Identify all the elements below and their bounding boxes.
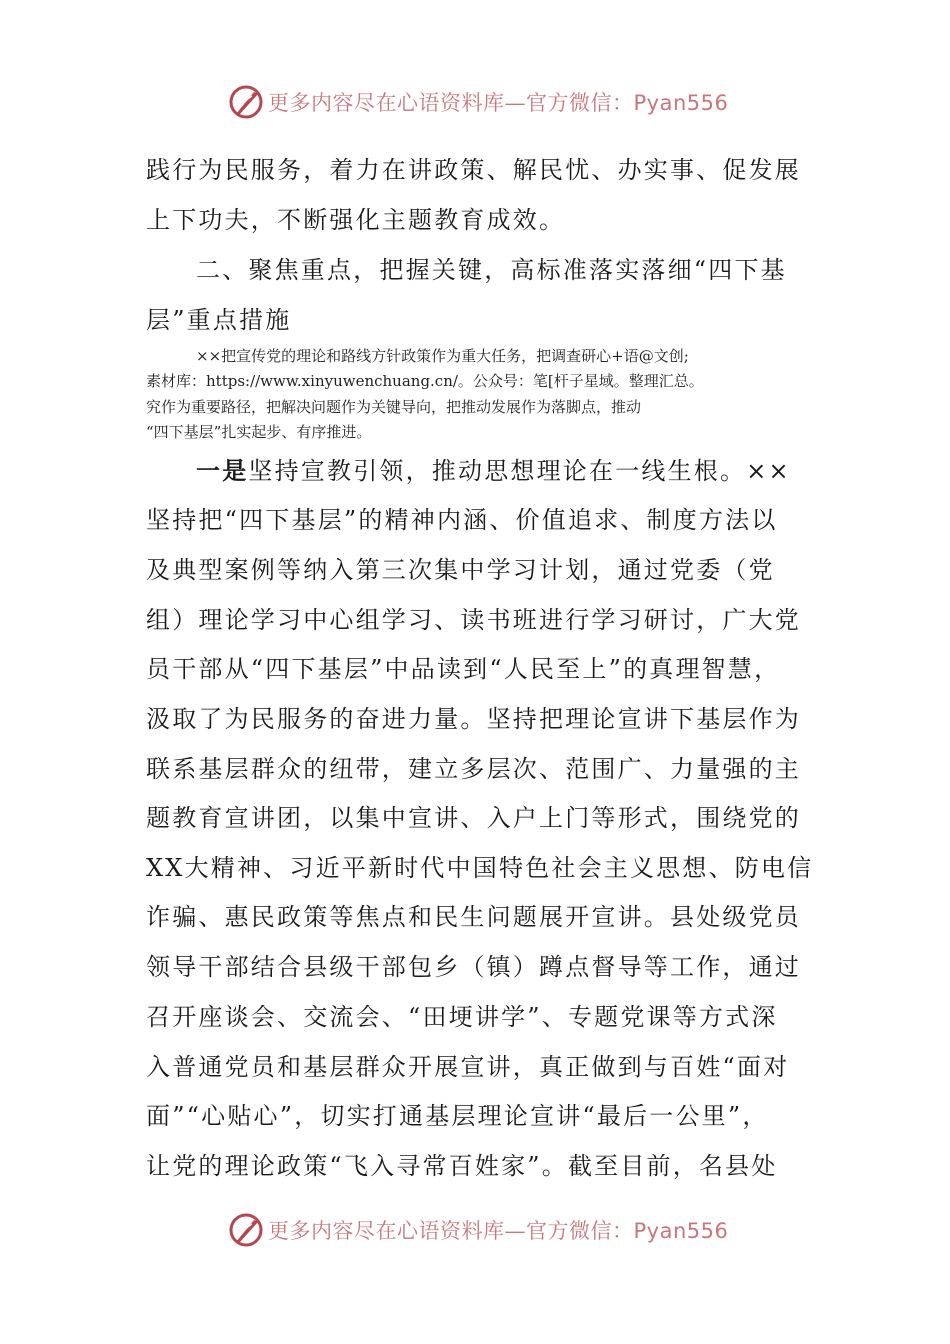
- text-line: 及典型案例等纳入第三次集中学习计划，通过党委（党: [146, 556, 775, 584]
- small-text-line: 素材库：https://www.xinyuwenchuang.cn/。公众号：笔[杆子星域。整理汇总。: [146, 372, 704, 390]
- small-text-line: ××把宣传党的理论和路线方针政策作为重大任务，把调查研心+语@文创;: [196, 347, 689, 365]
- paragraph-lead: 一是: [196, 456, 249, 485]
- text-line: 领导干部结合县级干部包乡（镇）蹲点督导等工作，通过: [146, 953, 801, 981]
- quill-logo-icon: [228, 84, 264, 120]
- text-line: 上下功夫，不断强化主题教育成效。: [146, 206, 566, 234]
- small-text-line: “四下基层”扎实起步、有序推进。: [146, 423, 372, 441]
- text-line: 题教育宣讲团，以集中宣讲、入户上门等形式，围绕党的: [146, 804, 801, 832]
- text-line: 让党的理论政策“飞入寻常百姓家”。截至目前，名县处: [146, 1152, 778, 1180]
- text-line: 诈骗、惠民政策等焦点和民生问题展开宣讲。县处级党员: [146, 903, 801, 931]
- footer-watermark: [228, 1210, 728, 1250]
- text-line: 召开座谈会、交流会、“田埂讲学”、专题党课等方式深: [146, 1003, 778, 1031]
- text-line: 坚持把“四下基层”的精神内涵、价值追求、制度方法以: [146, 506, 778, 534]
- banner-title: 更多内容尽在心语资料库: [268, 1219, 505, 1243]
- banner-separator: —: [504, 1219, 526, 1243]
- text-line: 面”“心贴心”，切实打通基层理论宣讲“最后一公里”，: [146, 1102, 769, 1130]
- banner-wechat: 官方微信：Pyan556: [526, 1219, 729, 1243]
- text-line: 汲取了为民服务的奋进力量。坚持把理论宣讲下基层作为: [146, 705, 801, 733]
- header-watermark: [228, 82, 728, 122]
- banner-wechat: 官方微信：Pyan556: [526, 91, 729, 115]
- text-line: 组）理论学习中心组学习、读书班进行学习研讨，广大党: [146, 606, 801, 634]
- quill-logo-icon: [228, 1212, 264, 1248]
- text-line: 员干部从“四下基层”中品读到“人民至上”的真理智慧，: [146, 655, 781, 683]
- text-line: 联系基层群众的纽带，建立多层次、范围广、力量强的主: [146, 755, 801, 783]
- banner-title: 更多内容尽在心语资料库: [268, 91, 505, 115]
- paragraph-first-line-text: 坚持宣教引领，推动思想理论在一线生根。××: [248, 457, 791, 485]
- text-line: 践行为民服务，着力在讲政策、解民忧、办实事、促发展: [146, 156, 801, 184]
- section-heading: 二、聚焦重点，把握关键，高标准落实落细“四下基: [196, 256, 787, 284]
- paragraph-first-line: [196, 454, 791, 488]
- text-line: XX大精神、习近平新时代中国特色社会主义思想、防电信: [146, 854, 814, 882]
- banner-separator: —: [504, 91, 526, 115]
- section-heading: 层”重点措施: [146, 306, 292, 334]
- small-text-line: 究作为重要路径，把解决问题作为关键导向，把推动发展作为落脚点，推动: [146, 398, 642, 416]
- text-line: 入普通党员和基层群众开展宣讲，真正做到与百姓“面对: [146, 1053, 790, 1081]
